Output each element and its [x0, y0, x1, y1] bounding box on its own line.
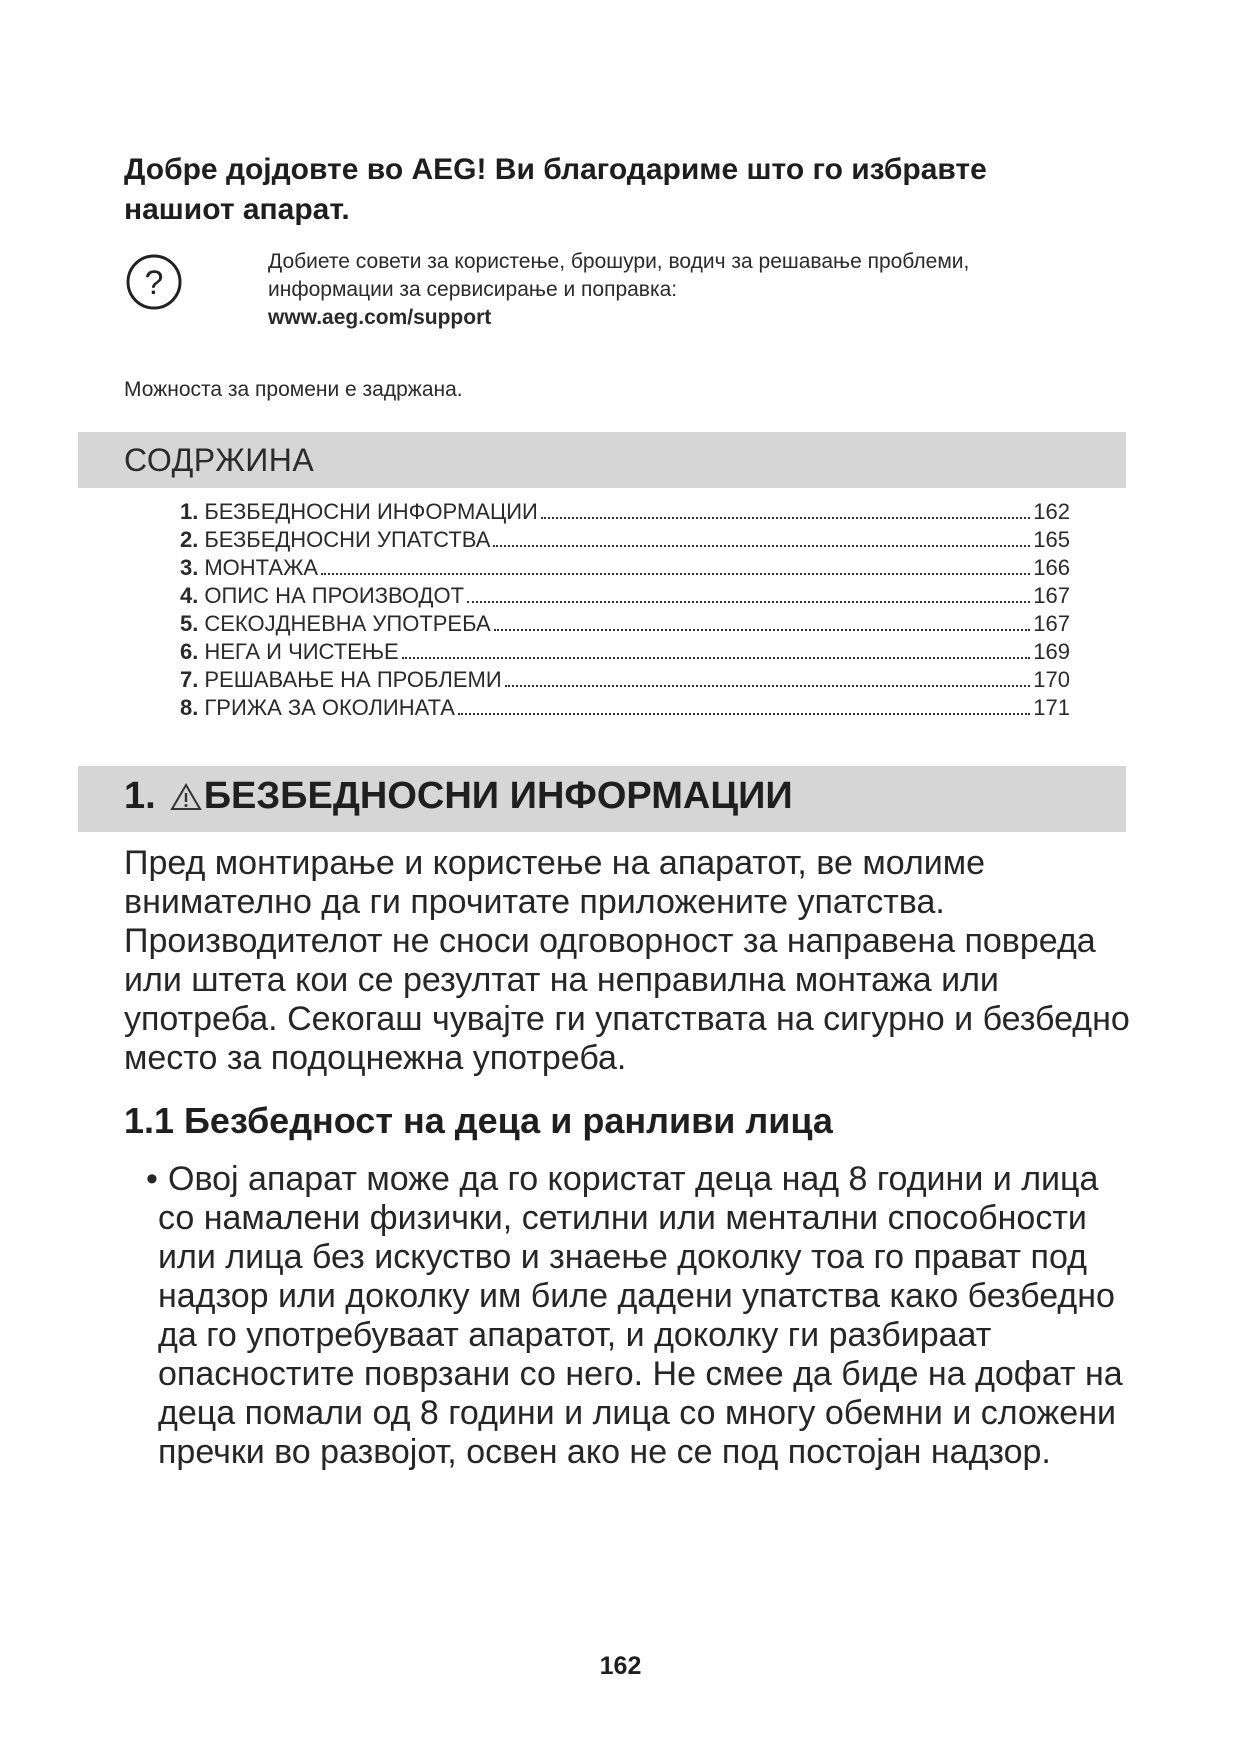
toc-item-number: 5. — [180, 611, 199, 636]
toc-item-page: 167 — [1033, 583, 1070, 608]
support-link[interactable]: www.aeg.com/support — [268, 306, 492, 329]
page-number: 162 — [599, 1652, 642, 1680]
svg-text:?: ? — [144, 264, 164, 302]
toc-item-number: 6. — [180, 639, 199, 664]
bullet-paragraph — [146, 1160, 1138, 1472]
toc-item-number: 8. — [180, 695, 199, 720]
toc-item-number: 4. — [180, 583, 199, 608]
warning-triangle-icon — [170, 782, 202, 812]
toc-item-page: 170 — [1033, 667, 1070, 692]
toc-item-label: МОНТАЖА — [204, 555, 319, 580]
question-circle-icon — [124, 252, 184, 312]
toc-item[interactable] — [180, 610, 1070, 638]
toc-leader-dots — [505, 685, 1031, 687]
toc-item-number: 1. — [180, 499, 199, 524]
toc-item[interactable] — [180, 694, 1070, 722]
section-title-text: БЕЗБЕДНОСНИ ИНФОРМАЦИИ — [203, 775, 793, 817]
toc-item-label: ГРИЖА ЗА ОКОЛИНАТА — [204, 695, 455, 720]
toc-item-number: 3. — [180, 555, 199, 580]
intro-paragraph: Пред монтирање и користење на апаратот, ве молиме внимателно да ги прочитате приложените упатства. Производителот не сноси одговорност за направена повреда или штета кои се резултат на неправилна монтажа или употреба. Секогаш чувајте ги упатствата на сигурно и безбедно место за подоцнежна употреба. — [124, 844, 1130, 1077]
toc-leader-dots — [541, 517, 1030, 519]
toc-item-label: БЕЗБЕДНОСНИ УПАТСТВА — [204, 527, 491, 552]
section-title — [124, 775, 793, 818]
toc-item-label: ОПИС НА ПРОИЗВОДОТ — [204, 583, 465, 608]
toc-leader-dots — [493, 545, 1030, 547]
toc-leader-dots — [321, 573, 1030, 575]
toc-item[interactable] — [180, 638, 1070, 666]
toc-leader-dots — [402, 657, 1031, 659]
toc-item-label: НЕГА И ЧИСТЕЊЕ — [204, 639, 399, 664]
bullet-text: Овој апарат може да го користат деца над 8 години и лица со намалени физички, сетилни или ментални способности или лица без искуство и знаење доколку тоа го прават под надзор или доколку им биле дадени упатства како безбедно да го употребуваат апаратот, и доколку ги разбираат опасностите поврзани со него. Не смее да биде на дофат на деца помали од 8 години и лица со многу обемни и сложени пречки во развојот, освен ако не се под постојан надзор. — [158, 1160, 1123, 1471]
toc-item-page: 171 — [1033, 695, 1070, 720]
support-info — [268, 248, 1068, 332]
toc-item-page: 165 — [1033, 527, 1070, 552]
toc-leader-dots — [458, 713, 1030, 715]
welcome-heading: Добре дојдовте во AEG! Ви благодариме што го избравте нашиот апарат. — [124, 153, 987, 226]
toc-item-label: БЕЗБЕДНОСНИ ИНФОРМАЦИИ — [204, 499, 538, 524]
toc-item-page: 169 — [1033, 639, 1070, 664]
toc-item-label: СЕКОЈДНЕВНА УПОТРЕБА — [204, 611, 491, 636]
toc-leader-dots — [494, 629, 1031, 631]
toc-leader-dots — [467, 601, 1030, 603]
change-notice: Можноста за промени е задржана. — [124, 378, 463, 401]
toc-item-page: 167 — [1033, 611, 1070, 636]
toc-item-label: РЕШАВАЊЕ НА ПРОБЛЕМИ — [204, 667, 502, 692]
toc-item[interactable] — [180, 582, 1070, 610]
toc-item-page: 162 — [1033, 499, 1070, 524]
toc-item[interactable] — [180, 498, 1070, 526]
toc-item[interactable] — [180, 554, 1070, 582]
bullet-dot: • — [146, 1160, 158, 1198]
toc-title: СОДРЖИНА — [124, 442, 315, 478]
section-number: 1. — [124, 775, 156, 817]
subsection-title: 1.1 Безбедност на деца и ранливи лица — [124, 1100, 833, 1141]
support-line-1: Добиете совети за користење, брошури, водич за решавање проблеми, — [268, 250, 970, 273]
toc-list — [180, 498, 1070, 722]
support-line-2: информации за сервисирање и поправка: — [268, 278, 678, 301]
toc-item[interactable] — [180, 526, 1070, 554]
toc-item-number: 7. — [180, 667, 199, 692]
toc-item-number: 2. — [180, 527, 199, 552]
toc-item[interactable] — [180, 666, 1070, 694]
toc-item-page: 166 — [1033, 555, 1070, 580]
